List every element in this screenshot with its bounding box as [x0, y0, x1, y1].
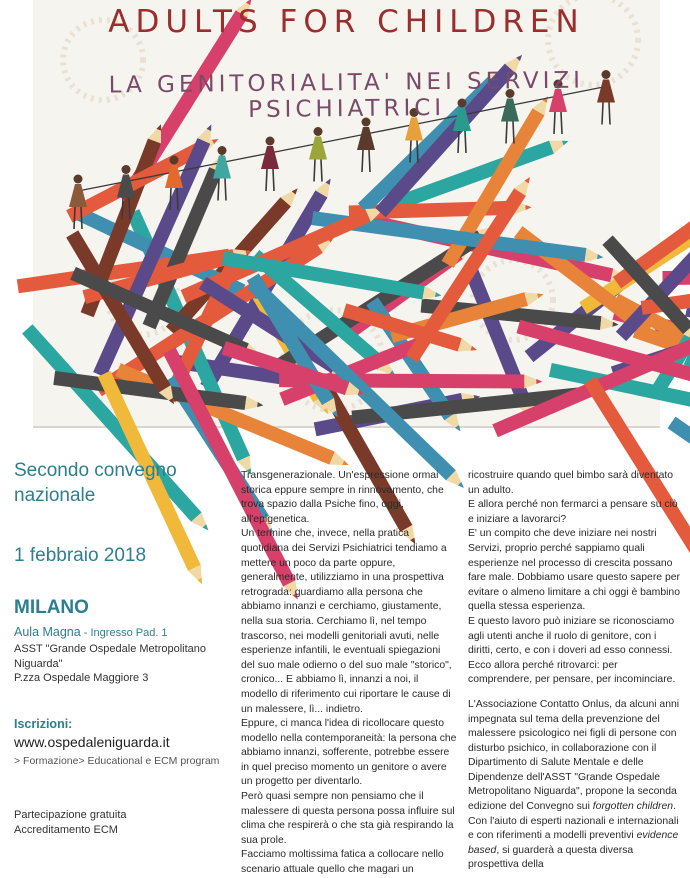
venue-separator: - [80, 627, 91, 639]
pencil-lead [435, 292, 442, 298]
figure-leg [177, 188, 178, 210]
conference-title-line1: Secondo convegno [14, 460, 177, 481]
pencil-tip [524, 288, 545, 306]
registration-website-link[interactable]: www.ospedaleniguarda.it [14, 734, 170, 750]
figure-leg [273, 169, 274, 191]
figure-leg [266, 169, 267, 191]
figure-body [309, 137, 327, 160]
figure-head [122, 165, 131, 174]
pencil-lead [612, 322, 618, 328]
ecm-accreditation: Accreditamento ECM [14, 824, 118, 836]
figure-leg [417, 141, 418, 163]
figure-body [69, 184, 87, 207]
pencil-lead [597, 254, 604, 260]
paragraph-spacer [468, 688, 680, 698]
figure-leg [314, 160, 315, 182]
figure-leg [170, 188, 171, 210]
figure-head [170, 156, 179, 165]
figure-head [314, 127, 323, 136]
figure-leg [218, 179, 219, 201]
col1-paragraph-4: Però quasi sempre non pensiamo che il malessere di questa persona possa influire sul clima che respirerà o che sta già respirando la sua prole. [241, 791, 455, 846]
venue-address: P.zza Ospedale Maggiore 3 [14, 672, 149, 684]
figure-body [261, 146, 279, 169]
col1-paragraph-5: Facciamo moltissima fatica a collocare nello scenario attuale quello che magari un [241, 849, 444, 876]
figure-leg [129, 198, 130, 220]
col2-paragraph-3: E' un compito che deve iniziare nei nostri Servizi, proprio perché sappiamo quali esperienze nel processo di crescita possano fare male. Dobbiamo usare questo sapere per evitare o almeno limitare a chi oggi è bambino quella stessa esperienza. [468, 528, 680, 613]
figure-head [74, 175, 83, 184]
col2-paragraph-7 [468, 815, 680, 873]
venue-entrance: Ingresso Pad. 1 [90, 627, 168, 639]
pencils-and-figures-artwork [33, 0, 660, 428]
figure-leg [225, 179, 226, 201]
figure-body [357, 127, 375, 150]
body-text-column-2 [468, 469, 680, 873]
figure-leg [458, 131, 459, 153]
figure-leg [122, 198, 123, 220]
pencil-body [684, 352, 690, 425]
conference-title [14, 458, 229, 508]
poster-subtitle: LA GENITORIALITA' NEI SERVIZI PSICHIATRICI [108, 67, 585, 124]
figure-leg [369, 150, 370, 172]
forgotten-children-term: forgotten children [592, 801, 674, 813]
pencil-lead [257, 402, 264, 408]
free-participation: Partecipazione gratuita [14, 809, 127, 821]
col2-paragraph-5: Ecco allora perché ritrovarci: per comprendere, per pensare, per incominciare. [468, 659, 676, 686]
pencil-lead [526, 205, 532, 210]
col2-paragraph-6 [468, 698, 680, 815]
conference-date: 1 febbraio 2018 [14, 545, 147, 566]
body-text-column-1 [241, 469, 457, 878]
figure-leg [321, 160, 322, 182]
figure-leg [362, 150, 363, 172]
pencil-tip [585, 248, 605, 264]
col2-paragraph-6-end: . [673, 801, 676, 813]
figure-leg [506, 122, 507, 144]
figure-head [266, 137, 275, 146]
registration-label: Iscrizioni: [14, 717, 73, 731]
hospital-name: ASST "Grande Ospedale Metropolitano Niguarda" [14, 643, 207, 670]
poster-illustration [33, 0, 660, 428]
figure-leg [74, 207, 75, 229]
conference-city: MILANO [14, 597, 89, 618]
venue [14, 625, 168, 639]
figure-leg [465, 131, 466, 153]
registration-website-path: > Formazione> Educational e ECM program [14, 755, 220, 767]
figure-leg [410, 141, 411, 163]
col2-paragraph-4: E questo lavoro può iniziare se riconosciamo agli utenti anche il ruolo di genitore, con i diritti, certo, e con i doveri ad esso connessi. [468, 615, 675, 657]
col2-paragraph-7-text: Con l'aiuto di esperti nazionali e internazionali e con riferimenti a modelli preventivi [468, 815, 679, 842]
col2-paragraph-7-end: , si guarderà a questa diversa prospettiva della [468, 844, 634, 871]
figure-leg [513, 122, 514, 144]
pencil-lead [536, 379, 542, 384]
event-info-column [14, 458, 229, 836]
pencil-lead [537, 292, 544, 298]
venue-main: Aula Magna [14, 625, 81, 639]
col1-paragraph-2: Un termine che, invece, nella pratica quotidiana dei Servizi Psichiatrici tendiamo a mettere un poco da parte oppure, generalmente, utilizziamo in una prospettiva retrograda: guardiamo alla persona che abbiamo innanzi e cerchiamo, giustamente, nella sua storia. Cerchiamo lì, nel tempo trascorso, nei modelli genitoriali avuti, nelle esperienze infantili, le eventuali spiegazioni del suo male odierno o del suo male "storico", cronico... E abbiamo lì, innanzi a noi, il modello di riferimento cui riportare le cause di un malessere, lì... indietro. [241, 528, 452, 715]
figure-leg [81, 207, 82, 229]
col1-paragraph-1: Transgenerazionale. Un'espressione ormai storica eppure sempre in rinnovamento, che trova spazio dalla Psiche fino, oggi, all'epigenetica. [241, 470, 444, 525]
col2-paragraph-1: ricostruire quando quel bimbo sarà diventato un adulto. [468, 470, 674, 496]
col2-paragraph-2: E allora perché non fermarci a pensare su ciò e iniziare a lavorarci? [468, 499, 678, 525]
col2-paragraph-6-text: L'Associazione Contatto Onlus, da alcuni anni impegnata sul tema della prevenzione del malessere psicologico nei figli di persone con disturbo psichico, in collaborazione con il Dipartimento di Salute Mentale e delle Dipendenze dell'ASST "Grande Ospedale Metropolitano Niguarda", propone la seconda edizione del Convegno sui [468, 698, 680, 813]
figure-head [218, 146, 227, 155]
col1-paragraph-3: Eppure, ci manca l'idea di ricollocare questo modello nella contemporaneità: la persona che abbiamo innanzi, sofferente, potrebbe essere in quel preciso momento un genitore o avere un progetto per diventarlo. [241, 718, 457, 788]
conference-title-line2: nazionale [14, 485, 96, 506]
participation-info [14, 808, 127, 838]
evidence-based-term: evidence based [468, 830, 679, 856]
poster-title: ADULTS FOR CHILDREN [108, 4, 585, 40]
